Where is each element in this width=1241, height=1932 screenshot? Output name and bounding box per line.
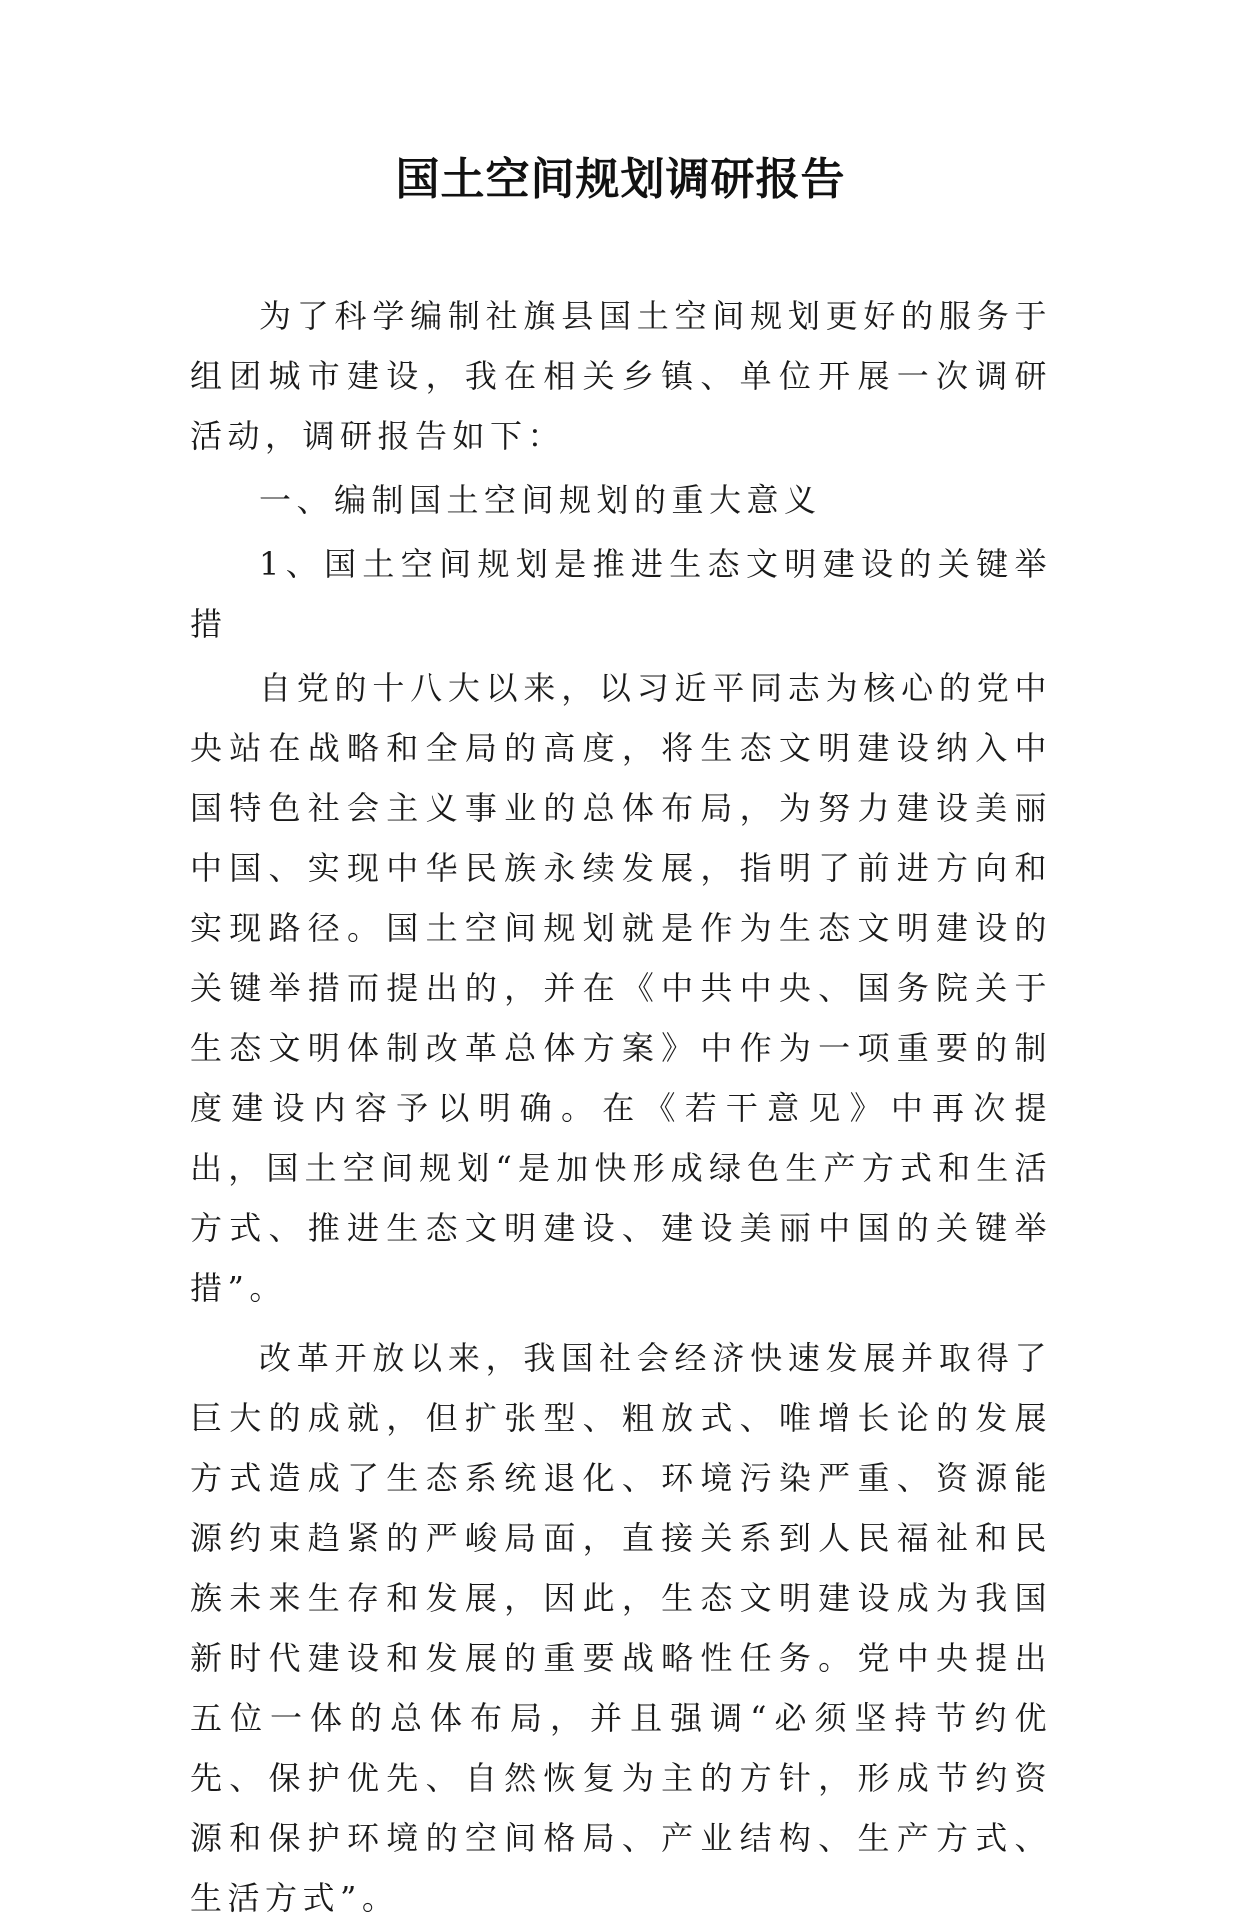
subsection-heading: 1、国土空间规划是推进生态文明建设的关键举措 [190,545,1052,643]
paragraph-intro: 为了科学编制社旗县国土空间规划更好的服务于组团城市建设，我在相关乡镇、单位开展一次调研活动，调研报告如下： [190,297,1052,455]
document-title: 国土空间规划调研报告 [395,154,846,205]
paragraph-reform-opening: 改革开放以来，我国社会经济快速发展并取得了巨大的成就，但扩张型、粗放式、唯增长论的发展方式造成了生态系统退化、环境污染严重、资源能源约束趋紧的严峻局面，直接关系到人民福祉和民族未来生存和发展，因此，生态文明建设成为我国新时代建设和发展的重要战略性任务。党中央提出五位一体的总体布局，并且强调“必须坚持节约优先、保护优先、自然恢复为主的方针，形成节约资源和保护环境的空间格局、产业结构、生产方式、生活方式”。 [190,1339,1052,1917]
document-body [190,286,1052,1932]
section-heading: 一、编制国土空间规划的重大意义 [259,481,822,519]
paragraph-ecological-civilization: 自党的十八大以来，以习近平同志为核心的党中央站在战略和全局的高度，将生态文明建设纳入中国特色社会主义事业的总体布局，为努力建设美丽中国、实现中华民族永续发展，指明了前进方向和实现路径。国土空间规划就是作为生态文明建设的关键举措而提出的，并在《中共中央、国务院关于生态文明体制改革总体方案》中作为一项重要的制度建设内容予以明确。在《若干意见》中再次提出，国土空间规划“是加快形成绿色生产方式和生活方式、推进生态文明建设、建设美丽中国的关键举措”。 [190,669,1052,1307]
